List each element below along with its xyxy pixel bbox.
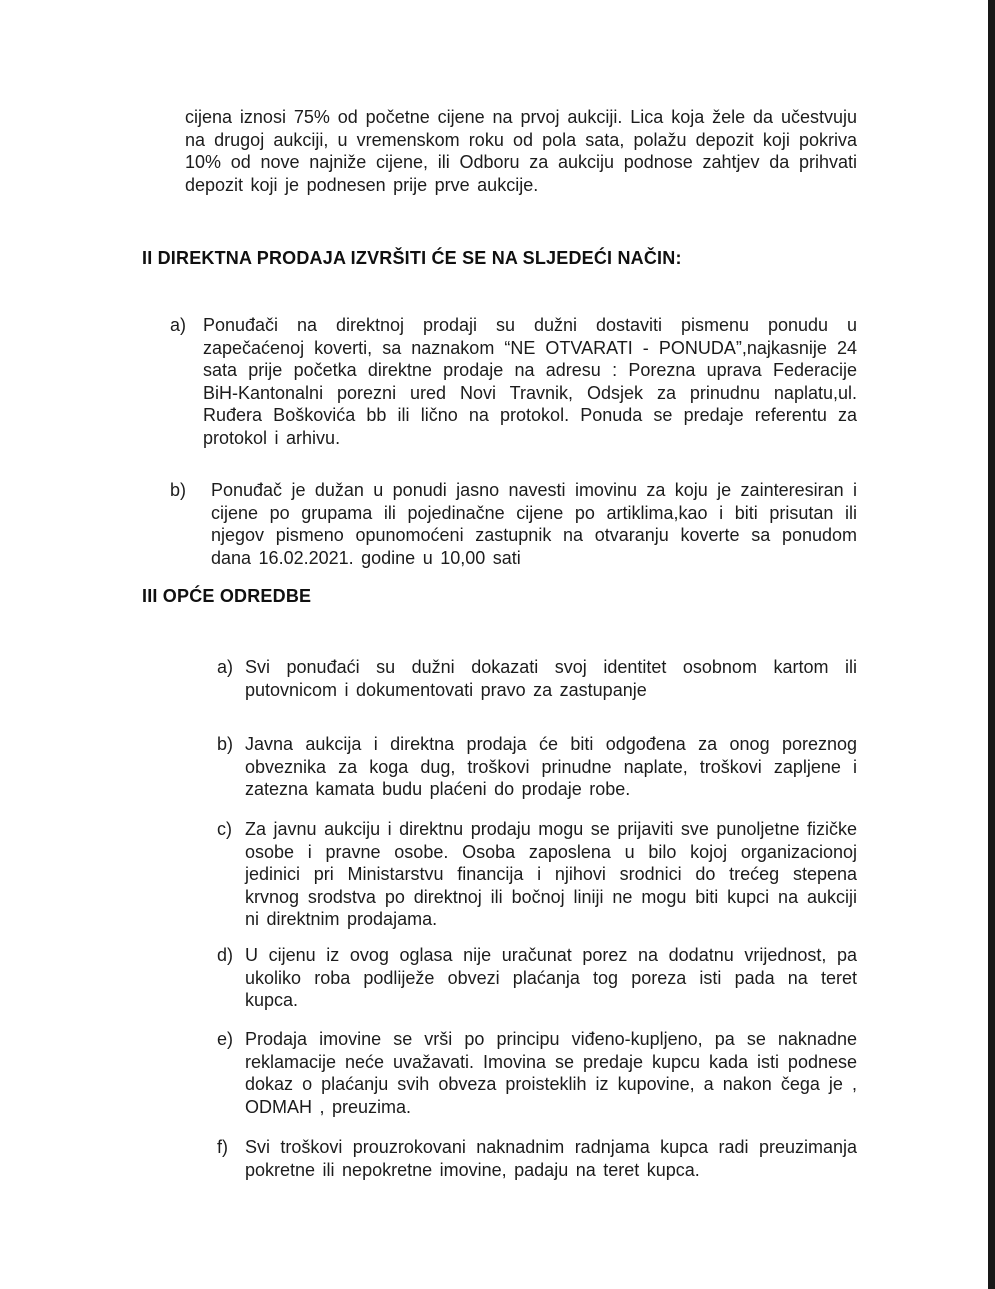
item-text: Svi troškovi prouzrokovani naknadnim radnjama kupca radi preuzimanja pokretne ili nepokretne imovine, padaju na teret kupca. [245,1137,857,1180]
item-text: Ponuđači na direktnoj prodaji su dužni dostaviti pismenu ponudu u zapečaćenoj koverti, sa naznakom “NE OTVARATI - PONUDA”,najkasnije 24 sata prije početka direktne prodaje na adresu : Porezna uprava Federacije BiH-Kantonalni porezni ured Novi Travnik, Odsjek za prinudnu naplatu,ul. Ruđera Boškovića bb ili lično na protokol. Ponuda se predaje referentu za protokol i arhivu. [203,315,857,448]
item-text: Javna aukcija i direktna prodaja će biti odgođena za onog poreznog obveznika za koga dug, troškovi prinudne naplate, troškovi zapljene i zatezna kamata budu plaćeni do prodaje robe. [245,734,857,799]
scan-edge-strip [988,0,995,1289]
item-marker: b) [170,480,187,500]
list-item-iii-f [217,1136,857,1181]
item-marker: c) [217,819,232,839]
intro-paragraph: cijena iznosi 75% od početne cijene na prvoj aukciji. Lica koja žele da učestvuju na drugoj aukciji, u vremenskom roku od pola sata, polažu depozit koji pokriva 10% od nove najniže cijene, ili Odboru za aukciju podnose zahtjev da prihvati depozit koji je podnesen prije prve aukcije. [185,107,857,195]
section-ii-heading: II DIREKTNA PRODAJA IZVRŠITI ĆE SE NA SLJEDEĆI NAČIN: [142,248,682,268]
list-item-iii-d [217,944,857,1012]
list-item-iii-e [217,1028,857,1118]
item-marker: f) [217,1137,228,1157]
item-text: Svi ponuđaći su dužni dokazati svoj identitet osobnom kartom ili putovnicom i dokumentovati pravo za zastupanje [245,657,857,700]
list-item-ii-b [170,479,857,569]
item-text: U cijenu iz ovog oglasa nije uračunat porez na dodatnu vrijednost, pa ukoliko roba podliježe obvezi plaćanja tog poreza isti pada na teret kupca. [245,945,857,1010]
list-item-ii-a [170,314,857,449]
item-marker: a) [217,657,234,677]
item-text: Prodaja imovine se vrši po principu viđeno-kupljeno, pa se naknadne reklamacije neće uvažavati. Imovina se predaje kupcu kada isti podnese dokaz o plaćanju svih obveza proisteklih iz kupovine, a nakon čega je , ODMAH , preuzima. [245,1029,857,1117]
item-text: Za javnu aukciju i direktnu prodaju mogu se prijaviti sve punoljetne fizičke osobe i pravne osobe. Osoba zaposlena u bilo kojoj organizacionoj jedinici pri Ministarstvu financija i njihovi srodnici do trećeg stepena krvnog srodstva po direktnoj ili bočnoj liniji ne mogu biti kupci na aukciji ni direktnim prodajama. [245,819,857,929]
item-text: Ponuđač je dužan u ponudi jasno navesti imovinu za koju je zainteresiran i cijene po grupama ili pojedinačne cijene po artiklima,kao i biti prisutan ili njegov pismeno opunomoćeni zastupnik na otvaranju koverte sa ponudom dana 16.02.2021. godine u 10,00 sati [211,480,857,568]
section-iii-heading: III OPĆE ODREDBE [142,586,312,606]
list-item-iii-c [217,818,857,931]
list-item-iii-b [217,733,857,801]
item-marker: a) [170,315,187,335]
item-marker: e) [217,1029,234,1049]
item-marker: b) [217,734,234,754]
list-item-iii-a [217,656,857,701]
item-marker: d) [217,945,234,965]
